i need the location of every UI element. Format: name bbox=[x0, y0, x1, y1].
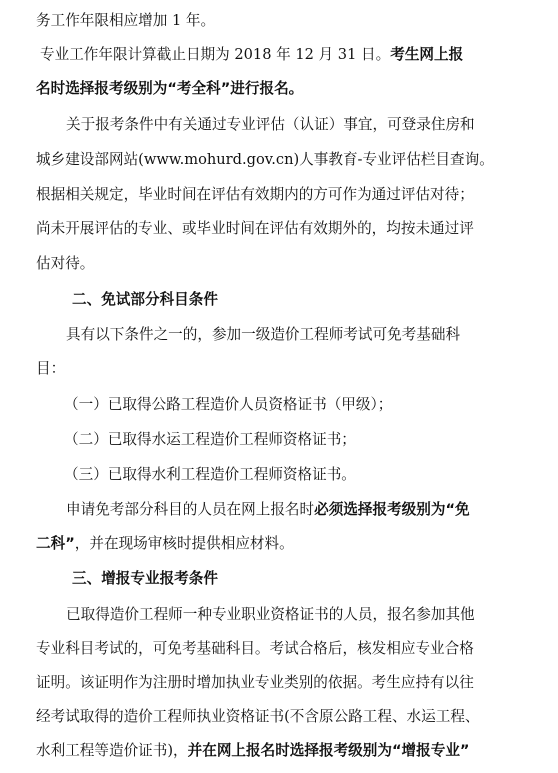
text-span: 务工作年限相应增加 1 年。 bbox=[36, 12, 216, 29]
list-item bbox=[0, 423, 558, 457]
text-span: 具有以下条件之一的，参加一级造价工程师考试可免考基础科 bbox=[66, 326, 461, 343]
bold-text-span: 并在网上报名时选择报考级别为“增报专业” bbox=[187, 742, 470, 759]
text-span: 根据相关规定，毕业时间在评估有效期内的方可作为通过评估对待； bbox=[36, 186, 474, 203]
text-line bbox=[0, 352, 558, 386]
text-span: 经考试取得的造价工程师执业资格证书(不含原公路工程、水运工程、 bbox=[36, 708, 480, 725]
text-line bbox=[0, 212, 558, 246]
bold-text-line bbox=[0, 72, 558, 106]
text-line bbox=[0, 666, 558, 700]
text-span: 水利工程等造价证书)， bbox=[36, 742, 188, 759]
bold-text-span: 二科” bbox=[36, 535, 75, 552]
bold-text-span: 必须选择报考级别为“免 bbox=[314, 501, 470, 518]
list-item-text: （二）已取得水运工程造价工程师资格证书； bbox=[64, 431, 356, 448]
list-item bbox=[0, 458, 558, 492]
list-item-text: （一）已取得公路工程造价人员资格证书（甲级）； bbox=[64, 396, 393, 413]
text-line bbox=[0, 700, 558, 734]
heading-text: 二、免试部分科目条件 bbox=[72, 291, 218, 308]
text-line bbox=[0, 178, 558, 212]
text-span: 专业工作年限计算截止日期为 2018 年 12 月 31 日。 bbox=[40, 46, 391, 63]
bold-text-span: 名时选择报考级别为“考全科”进行报名。 bbox=[36, 80, 304, 97]
text-span: 尚未开展评估的专业、或毕业时间在评估有效期外的，均按未通过评 bbox=[36, 220, 474, 237]
text-line bbox=[0, 247, 558, 281]
text-span: 估对待。 bbox=[36, 255, 95, 272]
text-line bbox=[0, 38, 558, 72]
text-line bbox=[0, 493, 558, 527]
section-heading bbox=[0, 283, 558, 317]
text-line bbox=[0, 318, 558, 352]
text-span: ，并在现场审核时提供相应材料。 bbox=[74, 535, 294, 552]
text-line bbox=[0, 4, 558, 38]
text-span: 证明。该证明作为注册时增加执业专业类别的依据。考生应持有以往 bbox=[36, 674, 474, 691]
text-span: 城乡建设部网站(www.mohurd.gov.cn)人事教育-专业评估栏目查询。 bbox=[36, 151, 494, 168]
text-line bbox=[0, 108, 558, 142]
text-span: 目： bbox=[36, 360, 66, 377]
section-heading bbox=[0, 562, 558, 596]
text-line bbox=[0, 527, 558, 561]
text-span: 已取得造价工程师一种专业职业资格证书的人员，报名参加其他 bbox=[66, 606, 475, 623]
text-line bbox=[0, 143, 558, 177]
text-line bbox=[0, 734, 558, 768]
text-span: 申请免考部分科目的人员在网上报名时 bbox=[66, 501, 315, 518]
text-span: 专业科目考试的，可免考基础科目。考试合格后，核发相应专业合格 bbox=[36, 640, 474, 657]
text-span: 关于报考条件中有关通过专业评估（认证）事宜，可登录住房和 bbox=[66, 116, 475, 133]
list-item-text: （三）已取得水利工程造价工程师资格证书。 bbox=[64, 466, 356, 483]
list-item bbox=[0, 388, 558, 422]
text-line bbox=[0, 632, 558, 666]
text-line bbox=[0, 598, 558, 632]
heading-text: 三、增报专业报考条件 bbox=[72, 570, 218, 587]
bold-text-span: 考生网上报 bbox=[390, 46, 464, 63]
